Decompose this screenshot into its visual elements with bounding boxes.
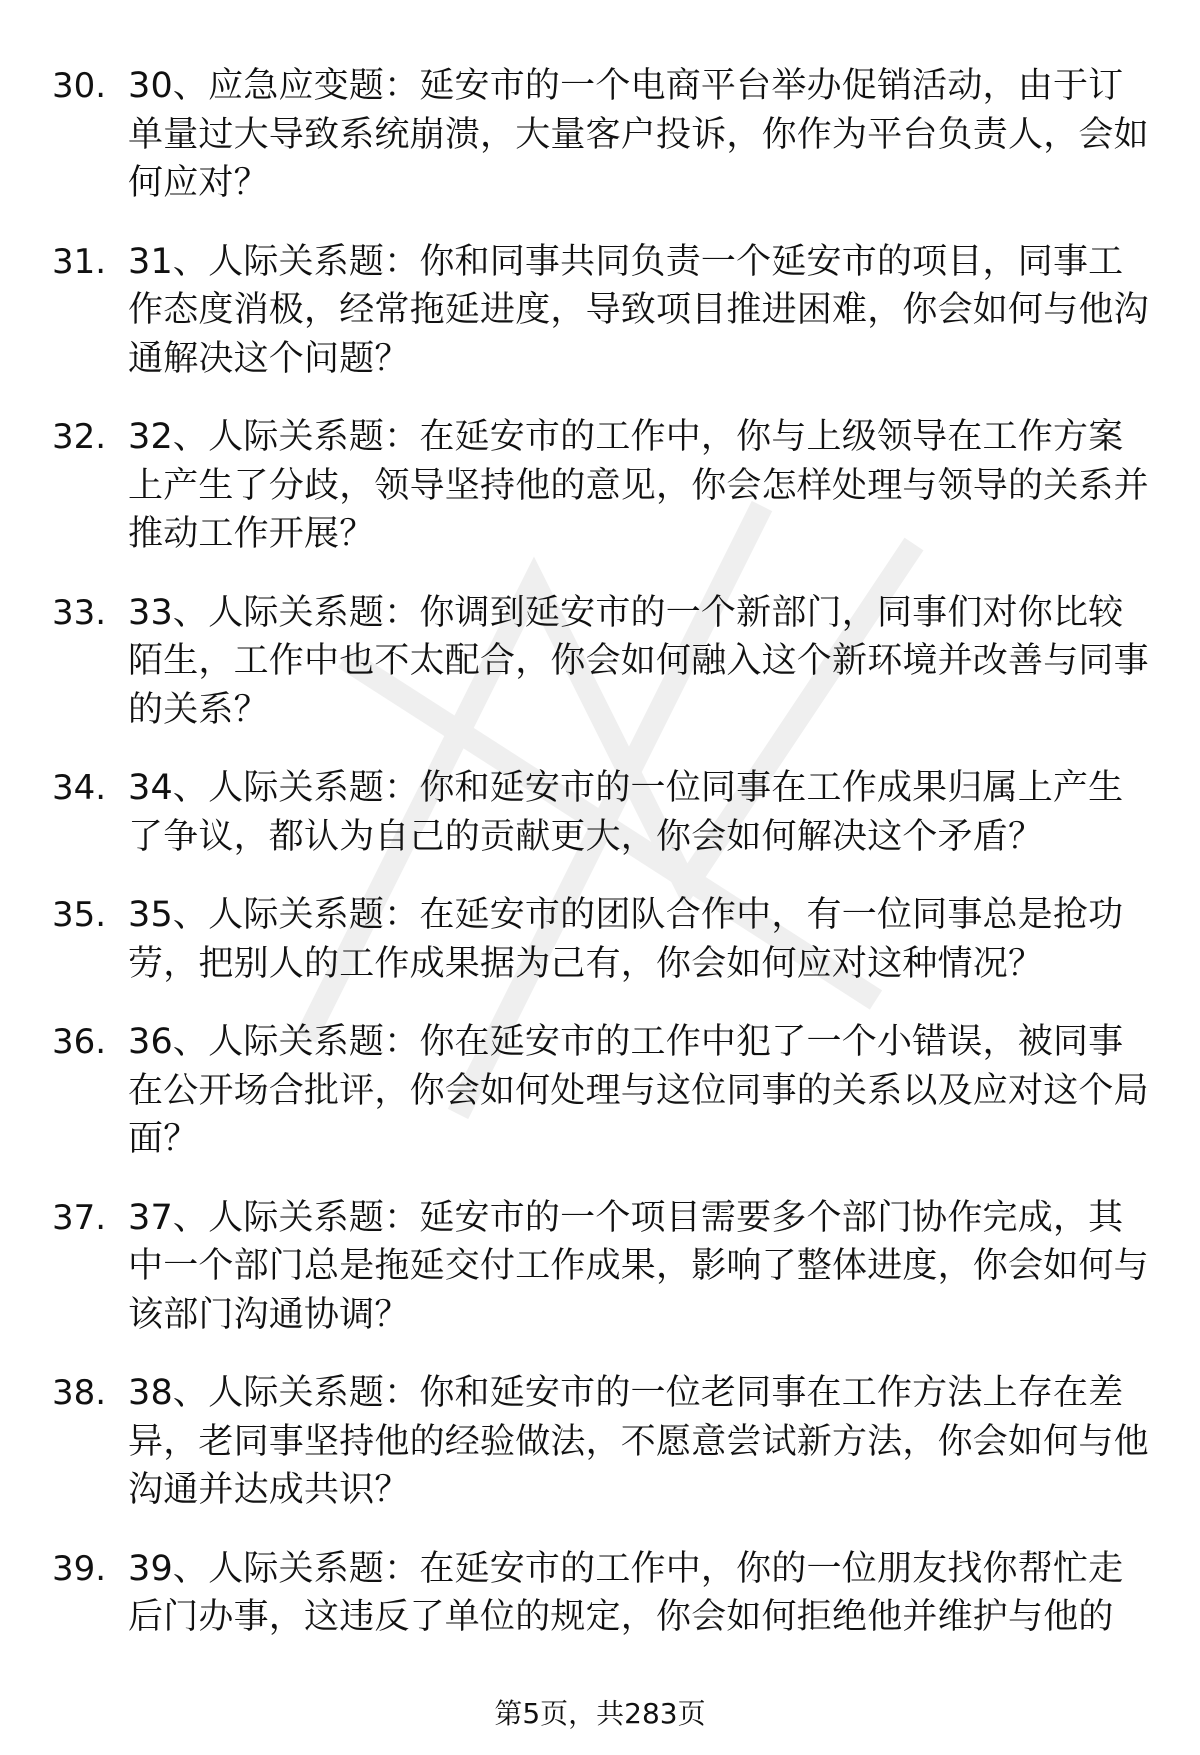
list-item bbox=[52, 764, 1152, 861]
item-text: 39、人际关系题：在延安市的工作中，你的一位朋友找你帮忙走后门办事，这违反了单位的规定，你会如何拒绝他并维护与他的 bbox=[128, 1548, 1124, 1637]
list-item bbox=[52, 62, 1152, 208]
item-number: 35. bbox=[52, 895, 107, 935]
item-text: 30、应急应变题：延安市的一个电商平台举办促销活动，由于订单量过大导致系统崩溃，大量客户投诉，你作为平台负责人，会如何应对？ bbox=[128, 66, 1149, 203]
item-text: 37、人际关系题：延安市的一个项目需要多个部门协作完成，其中一个部门总是拖延交付工作成果，影响了整体进度，你会如何与该部门沟通协调？ bbox=[128, 1197, 1149, 1335]
item-number: 37. bbox=[52, 1197, 107, 1238]
item-text: 31、人际关系题：你和同事共同负责一个延安市的项目，同事工作态度消极，经常拖延进度，导致项目推进困难，你会如何与他沟通解决这个问题？ bbox=[128, 241, 1149, 379]
question-list bbox=[52, 62, 1152, 1672]
list-item bbox=[52, 589, 1152, 735]
list-item bbox=[52, 238, 1152, 384]
list-item bbox=[52, 1545, 1152, 1642]
item-number: 38. bbox=[52, 1373, 107, 1413]
item-number: 34. bbox=[52, 768, 107, 808]
list-item bbox=[52, 1194, 1152, 1340]
item-text: 32、人际关系题：在延安市的工作中，你与上级领导在工作方案上产生了分歧，领导坚持他的意见，你会怎样处理与领导的关系并推动工作开展？ bbox=[128, 417, 1149, 554]
item-number: 36. bbox=[52, 1022, 107, 1062]
item-text: 34、人际关系题：你和延安市的一位同事在工作成果归属上产生了争议，都认为自己的贡献更大，你会如何解决这个矛盾？ bbox=[128, 768, 1124, 857]
item-text: 33、人际关系题：你调到延安市的一个新部门，同事们对你比较陌生，工作中也不太配合，你会如何融入这个新环境并改善与同事的关系？ bbox=[128, 592, 1149, 730]
item-number: 30. bbox=[52, 66, 107, 106]
list-item bbox=[52, 891, 1152, 988]
item-number: 39. bbox=[52, 1548, 107, 1589]
item-number: 31. bbox=[52, 241, 107, 282]
item-number: 32. bbox=[52, 417, 107, 457]
item-text: 35、人际关系题：在延安市的团队合作中，有一位同事总是抢功劳，把别人的工作成果据为己有，你会如何应对这种情况？ bbox=[128, 895, 1124, 984]
item-number: 33. bbox=[52, 592, 107, 633]
list-item bbox=[52, 1369, 1152, 1515]
item-text: 36、人际关系题：你在延安市的工作中犯了一个小错误，被同事在公开场合批评，你会如何处理与这位同事的关系以及应对这个局面？ bbox=[128, 1022, 1149, 1159]
item-text: 38、人际关系题：你和延安市的一位老同事在工作方法上存在差异，老同事坚持他的经验做法，不愿意尝试新方法，你会如何与他沟通并达成共识？ bbox=[128, 1373, 1149, 1510]
page-number-footer: 第5页，共283页 bbox=[494, 1697, 706, 1730]
list-item bbox=[52, 413, 1152, 559]
list-item bbox=[52, 1018, 1152, 1164]
